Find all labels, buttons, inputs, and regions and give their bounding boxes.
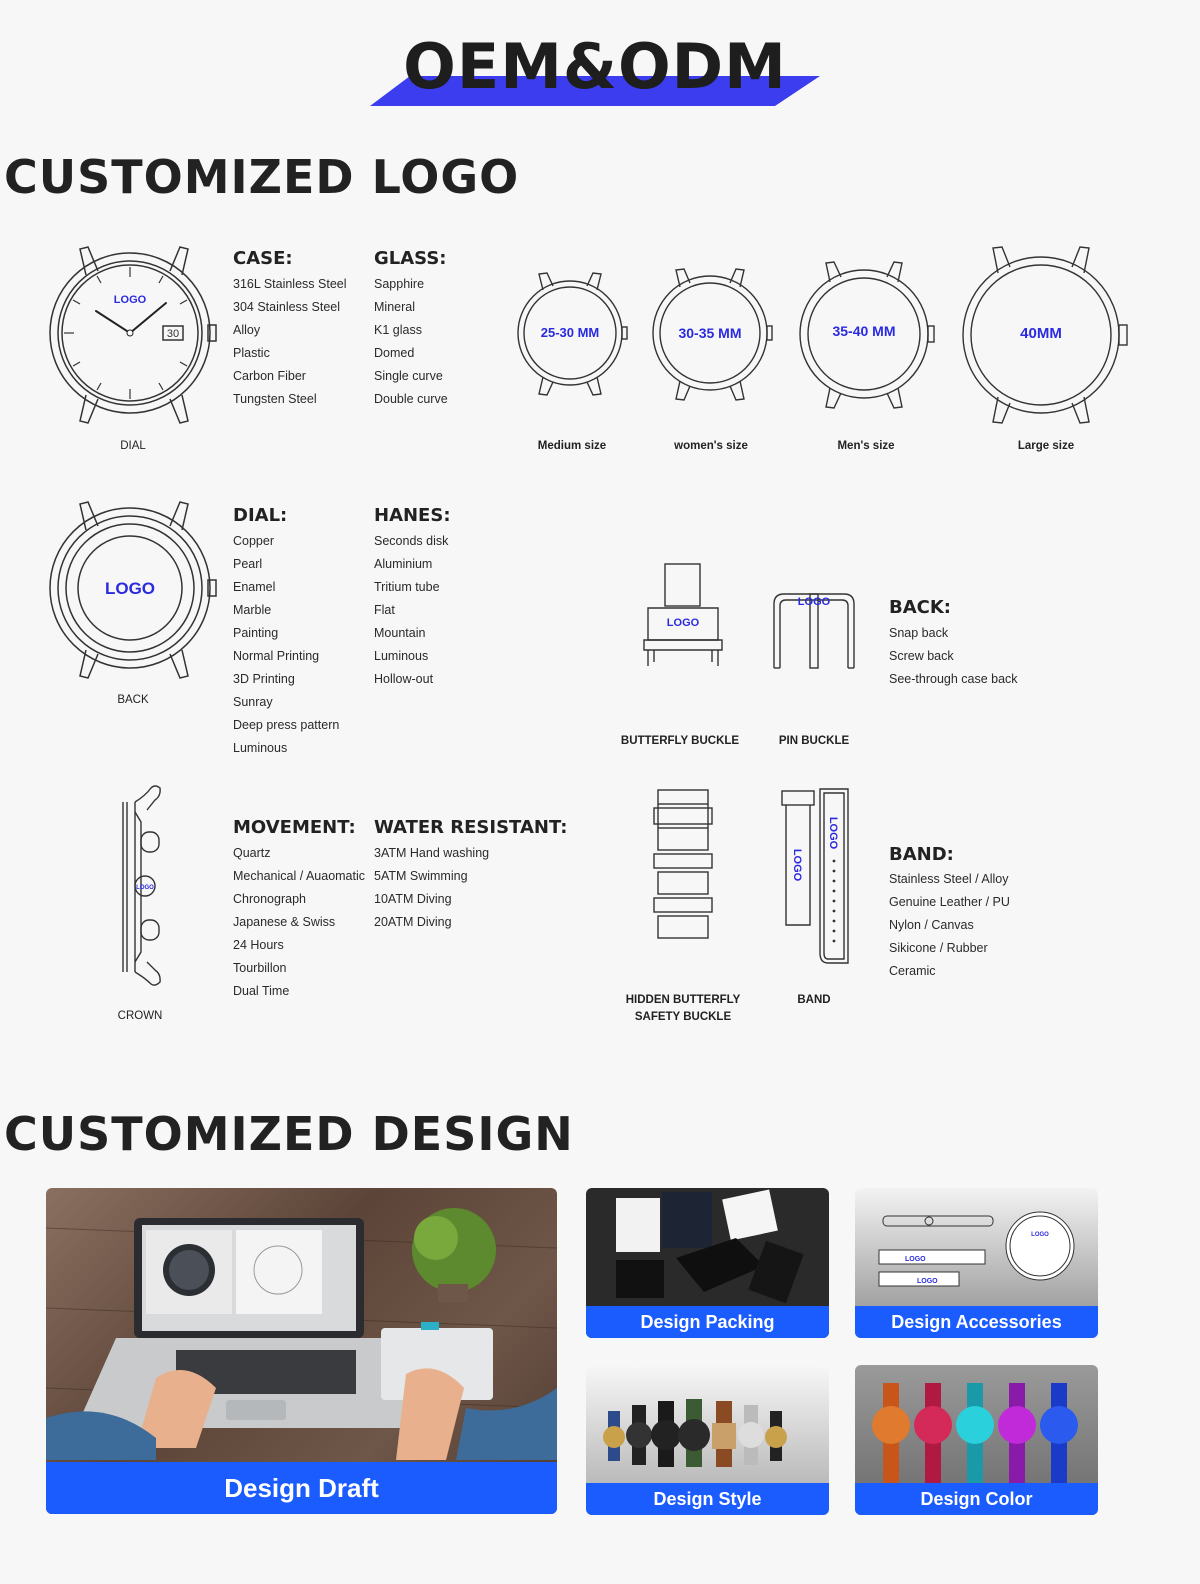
back-type-title: BACK: (889, 597, 952, 618)
design-draft-label: Design Draft (46, 1462, 557, 1514)
hidden-butterfly-caption-1: HIDDEN BUTTERFLY (625, 994, 741, 1006)
dial-watch-icon (48, 245, 220, 425)
accessories-drawing-image (855, 1188, 1098, 1306)
band-logo-text: LOGO (791, 848, 803, 882)
water-list (374, 842, 489, 934)
size-watch-icon (798, 260, 938, 410)
back-type-list (889, 622, 1018, 691)
movement-item: Mechanical / Auaomatic (233, 869, 366, 883)
size-label: 25-30 MM (540, 325, 600, 340)
water-item: 3ATM Hand washing (374, 846, 490, 860)
movement-list (233, 842, 365, 1003)
accessory-logo-text: LOGO (905, 1256, 926, 1263)
accessory-logo-text: LOGO (1031, 1232, 1049, 1238)
back-caption: BACK (117, 694, 149, 706)
water-title: WATER RESISTANT: (374, 817, 568, 838)
size-watch-icon (960, 245, 1132, 425)
water-item: 20ATM Diving (374, 915, 452, 929)
glass-item: Sapphire (374, 277, 425, 291)
hanes-item: Luminous (374, 649, 429, 663)
glass-item: Domed (374, 346, 415, 360)
case-title: CASE: (233, 248, 293, 269)
crown-side-icon (115, 782, 170, 987)
butterfly-buckle-icon (640, 560, 725, 670)
design-style-card[interactable] (586, 1365, 829, 1515)
case-list (233, 273, 347, 411)
glass-item: K1 glass (374, 323, 422, 337)
case-item: Carbon Fiber (233, 369, 306, 383)
hidden-butterfly-caption-2: SAFETY BUCKLE (634, 1011, 732, 1023)
design-accessories-card[interactable] (855, 1188, 1098, 1338)
back-type-item: See-through case back (889, 672, 1018, 686)
dial-item: Enamel (233, 580, 276, 594)
dial-item: Pearl (233, 557, 263, 571)
case-item: Tungsten Steel (233, 392, 317, 406)
dial-item: Luminous (233, 741, 288, 755)
band-item: Ceramic (889, 964, 936, 978)
design-color-label: Design Color (855, 1483, 1098, 1515)
packing-boxes-image (586, 1188, 829, 1306)
water-item: 10ATM Diving (374, 892, 452, 906)
glass-title: GLASS: (374, 248, 447, 269)
back-type-item: Screw back (889, 649, 954, 663)
dial-item: Copper (233, 534, 274, 548)
band-logo-text: LOGO (827, 816, 839, 850)
band-title: BAND: (889, 844, 954, 865)
design-draft-card[interactable] (46, 1188, 557, 1514)
case-item: Alloy (233, 323, 261, 337)
dial-date-text: 30 (166, 328, 180, 340)
crown-caption: CROWN (117, 1010, 163, 1022)
hanes-item: Flat (374, 603, 395, 617)
back-watch-icon (48, 500, 220, 680)
band-item: Stainless Steel / Alloy (889, 872, 1009, 886)
movement-item: Chronograph (233, 892, 306, 906)
section-title-design: CUSTOMIZED DESIGN (4, 1107, 574, 1161)
glass-item: Double curve (374, 392, 448, 406)
butterfly-logo-text: LOGO (666, 617, 700, 629)
pin-logo-text: LOGO (797, 596, 831, 608)
butterfly-caption: BUTTERFLY BUCKLE (620, 735, 740, 747)
hanes-item: Tritium tube (374, 580, 440, 594)
size-label: 35-40 MM (832, 323, 896, 339)
size-caption: women's size (674, 440, 748, 452)
design-accessories-label: Design Accessories (855, 1306, 1098, 1338)
back-logo-text: LOGO (104, 579, 156, 598)
size-caption: Medium size (537, 440, 607, 452)
pin-caption: PIN BUCKLE (778, 735, 850, 747)
size-caption: Large size (1017, 440, 1075, 452)
dial-caption: DIAL (120, 440, 146, 452)
band-item: Sikicone / Rubber (889, 941, 988, 955)
glass-list (374, 273, 448, 411)
design-packing-card[interactable] (586, 1188, 829, 1338)
dial-item: Marble (233, 603, 272, 617)
movement-title: MOVEMENT: (233, 817, 356, 838)
design-style-label: Design Style (586, 1483, 829, 1515)
hanes-item: Mountain (374, 626, 426, 640)
size-watch-icon (515, 272, 630, 397)
movement-item: Dual Time (233, 984, 290, 998)
dial-title: DIAL: (233, 505, 288, 526)
hanes-item: Aluminium (374, 557, 433, 571)
pin-buckle-icon (768, 590, 860, 672)
band-strap-icon (778, 787, 856, 967)
size-label: 40MM (1020, 325, 1062, 342)
back-type-item: Snap back (889, 626, 949, 640)
movement-item: 24 Hours (233, 938, 284, 952)
section-title-logo: CUSTOMIZED LOGO (4, 150, 520, 204)
design-packing-label: Design Packing (586, 1306, 829, 1338)
laptop-workspace-image (46, 1188, 557, 1460)
crown-logo-text: LOGO (136, 885, 154, 891)
watch-colors-image (855, 1365, 1098, 1483)
movement-item: Tourbillon (233, 961, 287, 975)
case-item: Plastic (233, 346, 270, 360)
band-caption: BAND (797, 994, 831, 1006)
banner-title: OEM&ODM (403, 30, 787, 103)
glass-item: Single curve (374, 369, 443, 383)
band-item: Nylon / Canvas (889, 918, 974, 932)
water-item: 5ATM Swimming (374, 869, 468, 883)
dial-item: 3D Printing (233, 672, 295, 686)
watch-styles-image (586, 1365, 829, 1483)
dial-list (233, 530, 339, 760)
case-item: 304 Stainless Steel (233, 300, 341, 314)
hanes-list (374, 530, 448, 691)
movement-item: Quartz (233, 846, 271, 860)
band-list (889, 868, 1010, 983)
size-watch-icon (650, 267, 775, 402)
hanes-item: Seconds disk (374, 534, 449, 548)
hanes-title: HANES: (374, 505, 451, 526)
size-caption: Men's size (837, 440, 895, 452)
case-item: 316L Stainless Steel (233, 277, 347, 291)
accessory-logo-text: LOGO (917, 1278, 938, 1285)
hidden-butterfly-buckle-icon (650, 788, 716, 948)
glass-item: Mineral (374, 300, 415, 314)
dial-item: Painting (233, 626, 279, 640)
dial-item: Sunray (233, 695, 273, 709)
dial-item: Deep press pattern (233, 718, 340, 732)
design-color-card[interactable] (855, 1365, 1098, 1515)
banner (370, 30, 820, 110)
hanes-item: Hollow-out (374, 672, 434, 686)
band-item: Genuine Leather / PU (889, 895, 1010, 909)
dial-logo-text: LOGO (113, 294, 147, 306)
dial-item: Normal Printing (233, 649, 320, 663)
size-label: 30-35 MM (678, 325, 742, 341)
movement-item: Japanese & Swiss (233, 915, 336, 929)
